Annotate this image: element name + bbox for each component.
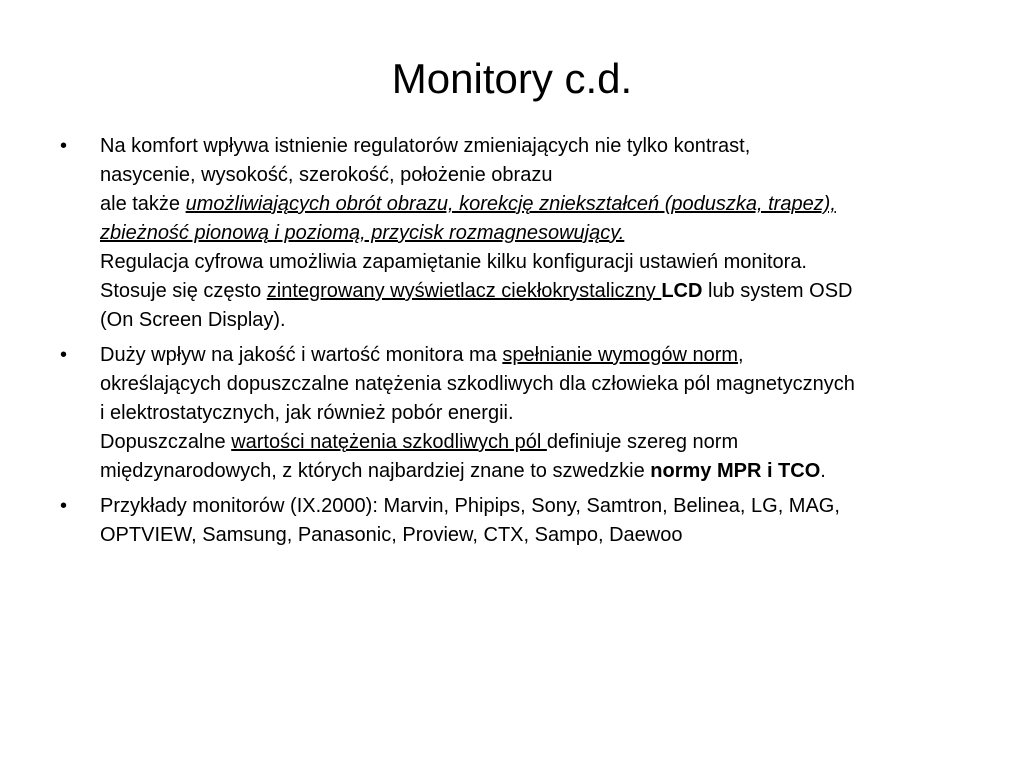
text-fragment: ale także xyxy=(100,193,186,215)
bullet-2-line-1 xyxy=(100,341,980,370)
text-fragment: Dopuszczalne xyxy=(100,431,232,453)
slide-title: Monitory c.d. xyxy=(391,55,633,102)
bullet-2-line-5 xyxy=(100,457,980,486)
text-fragment: . xyxy=(820,460,826,482)
underlined-text: zintegrowany wyświetlacz ciekłokrystaliczny xyxy=(266,280,662,302)
slide-content xyxy=(60,132,980,556)
bullet-1-line-5: Regulacja cyfrowa umożliwia zapamiętanie kilku konfiguracji ustawień monitora. xyxy=(100,251,807,273)
bullet-item-norms xyxy=(60,341,980,486)
bullet-3-line-2: OPTVIEW, Samsung, Panasonic, Proview, CTX, Sampo, Daewoo xyxy=(100,524,683,546)
bullet-2-line-4 xyxy=(100,428,980,457)
bullet-2-line-3: i elektrostatycznych, jak również pobór energii. xyxy=(100,402,514,424)
bullet-marker: • xyxy=(60,135,68,157)
bullet-1-line-2: nasycenie, wysokość, szerokość, położenie obrazu xyxy=(100,164,553,186)
bullet-marker: • xyxy=(60,495,68,517)
bullet-1-line-3 xyxy=(100,190,980,219)
text-fragment: międzynarodowych, z których najbardziej znane to szwedzkie xyxy=(100,460,651,482)
text-fragment: definiuje szereg norm xyxy=(546,431,739,453)
bullet-marker: • xyxy=(60,344,68,366)
bold-text: LCD xyxy=(661,280,703,302)
underlined-text: wartości natężenia szkodliwych pól xyxy=(231,431,547,453)
bullet-2-line-2: określających dopuszczalne natężenia szkodliwych dla człowieka pól magnetycznych xyxy=(100,373,855,395)
bullet-3-line-1: Przykłady monitorów (IX.2000): Marvin, Phipips, Sony, Samtron, Belinea, LG, MAG, xyxy=(100,495,840,517)
bold-text: normy MPR i TCO xyxy=(650,460,821,482)
text-fragment: , xyxy=(738,344,744,366)
bullet-1-line-6 xyxy=(100,277,980,306)
bullet-1-line-4: zbieżność pionową i poziomą, przycisk rozmagnesowujący. xyxy=(100,222,625,244)
bullet-1-line-1: Na komfort wpływa istnienie regulatorów zmieniających nie tylko kontrast, xyxy=(100,135,751,157)
underlined-text: spełnianie wymogów norm xyxy=(502,344,739,366)
bullet-item-comfort xyxy=(60,132,980,335)
underlined-italic-text: umożliwiających obrót obrazu, korekcję zniekształceń (poduszka, trapez), xyxy=(185,193,836,215)
text-fragment: lub system OSD xyxy=(702,280,853,302)
text-fragment: Stosuje się często xyxy=(100,280,267,302)
bullet-1-line-7: (On Screen Display). xyxy=(100,309,286,331)
text-fragment: Duży wpływ na jakość i wartość monitora ma xyxy=(100,344,503,366)
bullet-item-examples xyxy=(60,492,980,550)
